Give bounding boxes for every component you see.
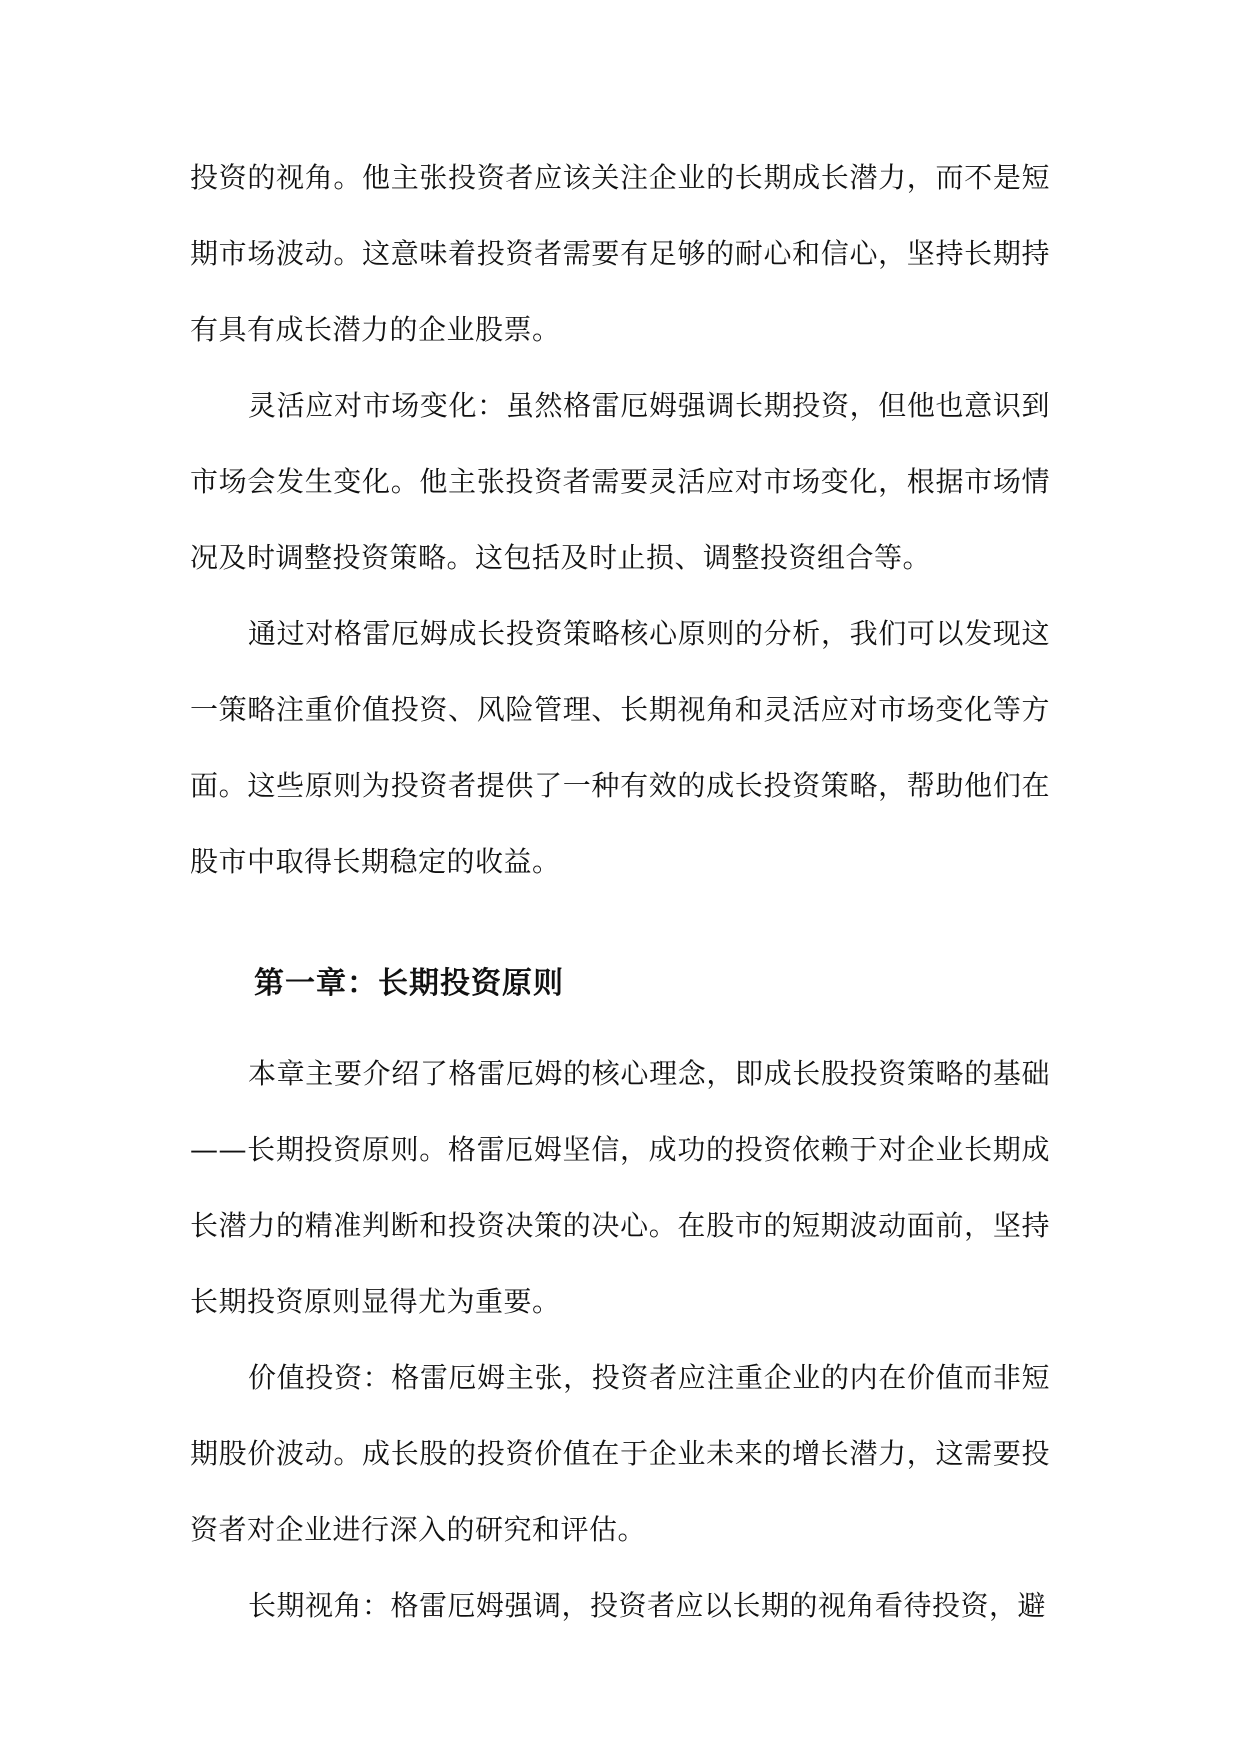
paragraph-long-term-view: 长期视角：格雷厄姆强调，投资者应以长期的视角看待投资，避 xyxy=(248,1589,1047,1622)
paragraph-chapter-intro: 本章主要介绍了格雷厄姆的核心理念，即成长股投资策略的基础——长期投资原则。格雷厄姆坚信，成功的投资依赖于对企业长期成长潜力的精准判断和投资决策的决心。在股市的短期波动面前，坚持长期投资原则显得尤为重要。 xyxy=(190,1057,1050,1318)
paragraph-summary: 通过对格雷厄姆成长投资策略核心原则的分析，我们可以发现这一策略注重价值投资、风险管理、长期视角和灵活应对市场变化等方面。这些原则为投资者提供了一种有效的成长投资策略，帮助他们在股市中取得长期稳定的收益。 xyxy=(190,617,1050,878)
paragraph-flexible-response: 灵活应对市场变化：虽然格雷厄姆强调长期投资，但他也意识到市场会发生变化。他主张投资者需要灵活应对市场变化，根据市场情况及时调整投资策略。这包括及时止损、调整投资组合等。 xyxy=(190,389,1050,574)
paragraph-value-investing: 价值投资：格雷厄姆主张，投资者应注重企业的内在价值而非短期股价波动。成长股的投资价值在于企业未来的增长潜力，这需要投资者对企业进行深入的研究和评估。 xyxy=(190,1361,1050,1546)
paragraph-continuation: 投资的视角。他主张投资者应该关注企业的长期成长潜力，而不是短期市场波动。这意味着投资者需要有足够的耐心和信心，坚持长期持有具有成长潜力的企业股票。 xyxy=(190,161,1050,346)
chapter-heading: 第一章：长期投资原则 xyxy=(254,966,564,1001)
document-body xyxy=(190,140,1050,1644)
